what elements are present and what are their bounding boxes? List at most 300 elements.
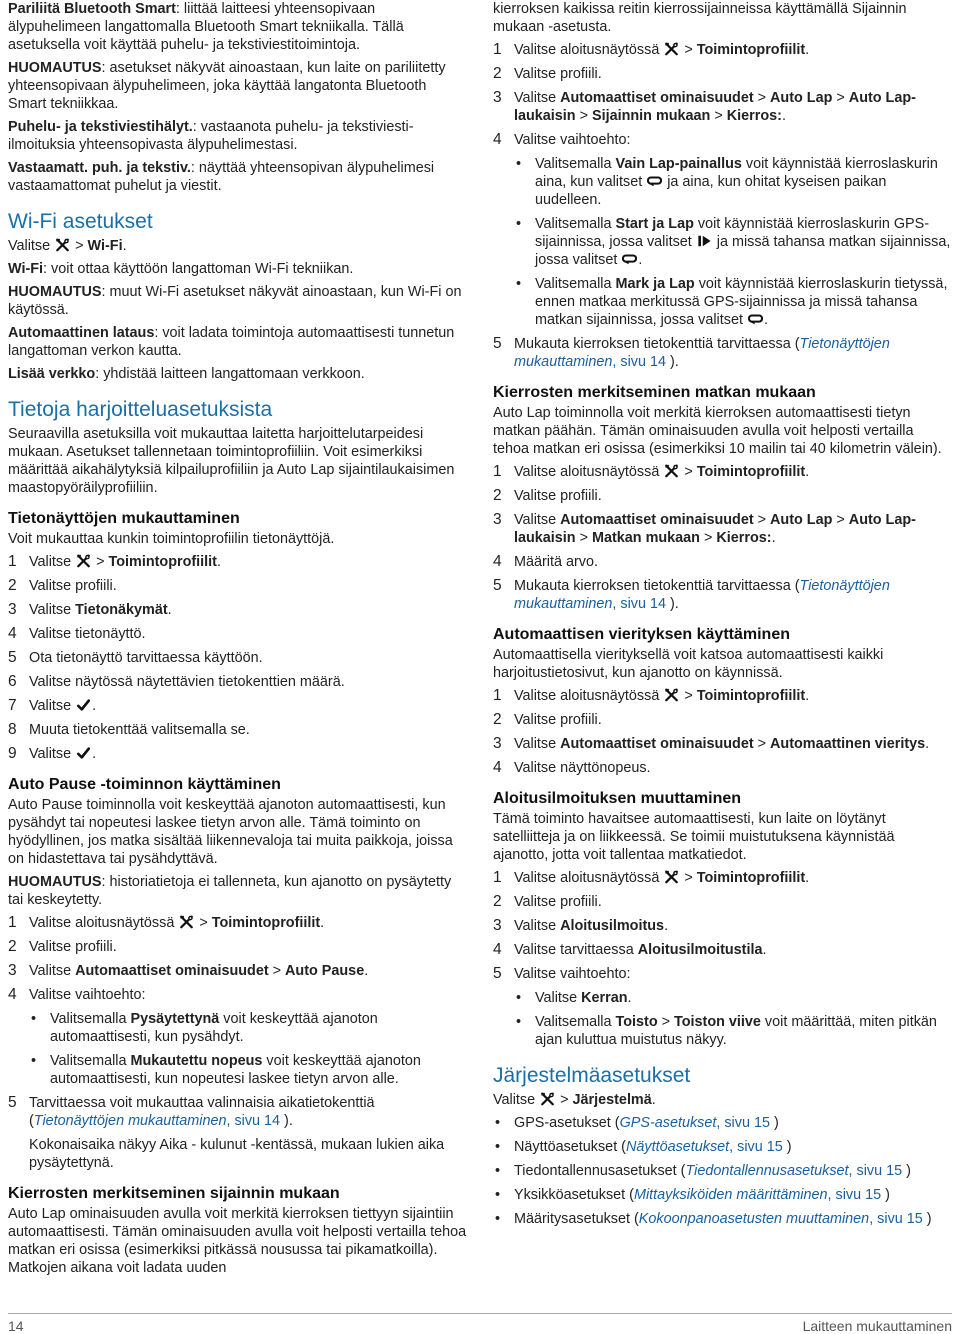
step bbox=[493, 735, 953, 753]
text: : asetukset näkyvät ainoastaan, kun laite on pariliitetty yhteensopivaan älypuhelimeen, joka käyttää langatonta Bluetooth Smart tekniikkaa. bbox=[8, 60, 446, 112]
text: Tiedontallennusasetukset ( bbox=[514, 1163, 686, 1179]
step bbox=[8, 601, 468, 619]
page-reference-link[interactable]: , sivu 15 bbox=[869, 1211, 923, 1227]
text: ) bbox=[922, 1211, 932, 1227]
menu-term: Matkan mukaan bbox=[592, 530, 700, 546]
text: : vastaanota puhelu- ja tekstiviesti-ilmoituksia yhteensopivasta älypuhelimestasi. bbox=[8, 119, 414, 153]
text: ) bbox=[782, 1139, 792, 1155]
step-number: 4 bbox=[8, 986, 17, 1003]
text: Valitse profiili. bbox=[514, 712, 602, 728]
text: > bbox=[96, 554, 109, 570]
list-item bbox=[493, 1210, 953, 1228]
text: voit käynnistää kierroslaskurin GPS-sijainnissa, jossa valitset bbox=[535, 216, 930, 250]
menu-term: Toimintoprofiilit bbox=[696, 464, 806, 480]
paragraph: Voit mukauttaa kunkin toimintoprofiilin tietonäyttöjä. bbox=[8, 531, 335, 547]
page-reference-link[interactable]: , sivu 14 bbox=[612, 354, 666, 370]
steps-list bbox=[8, 914, 468, 1172]
text: Määritysasetukset ( bbox=[514, 1211, 639, 1227]
list-item bbox=[514, 215, 953, 269]
page-number: 14 bbox=[8, 1318, 24, 1334]
steps-list bbox=[493, 869, 953, 1049]
text: Valitse bbox=[514, 512, 561, 528]
paragraph: Seuraavilla asetuksilla voit mukauttaa laitetta harjoittelutarpeidesi mukaan. Asetukset tallennetaan toimintoprofiiliin. Voit esimerkiksi määrittää aikahälytyksiä kilpailuprofiiliin ja Auto Lap sijaintilaukaisimen maastopyöräilyprofiiliin. bbox=[8, 426, 455, 496]
menu-term: Wi-Fi bbox=[87, 238, 123, 254]
text: Mukauta kierroksen tietokenttiä tarvittaessa ( bbox=[514, 578, 800, 594]
step bbox=[493, 917, 953, 935]
text: ja missä tahansa matkan sijainnissa, jossa valitset bbox=[535, 234, 951, 268]
cross-reference-link[interactable]: Tiedontallennusasetukset bbox=[685, 1163, 849, 1179]
step-number: 3 bbox=[493, 511, 502, 528]
text: > bbox=[75, 238, 88, 254]
text: Valitse vaihtoehto: bbox=[514, 132, 631, 148]
text: Valitsemalla bbox=[535, 1014, 616, 1030]
wrench-screwdriver-icon bbox=[664, 688, 679, 702]
left-column bbox=[8, 0, 468, 1277]
play-icon bbox=[697, 234, 712, 248]
text: > bbox=[832, 90, 849, 106]
paragraph: Auto Lap ominaisuuden avulla voit merkitä kierroksen tiettyyn sijaintiin automaattisesti. Tämän ominaisuuden avulla voit helposti vertailla tehoa matkan eri osissa (esimerkiksi pitkässä nousussa tai pikamatkoilla). Matkojen aikana voit ladata uuden bbox=[8, 1206, 467, 1276]
menu-term: Automaattiset ominaisuudet bbox=[560, 90, 754, 106]
step bbox=[493, 131, 953, 329]
lap-loop-icon bbox=[748, 312, 763, 326]
subsection-heading-lap-distance: Kierrosten merkitseminen matkan mukaan bbox=[493, 384, 816, 401]
text: . bbox=[805, 688, 810, 704]
step bbox=[493, 577, 953, 613]
step-number: 2 bbox=[493, 487, 502, 504]
step bbox=[493, 687, 953, 705]
wrench-screwdriver-icon bbox=[540, 1092, 555, 1106]
text: . bbox=[805, 870, 810, 886]
text: > bbox=[753, 736, 771, 752]
text: Valitse bbox=[535, 990, 582, 1006]
text: > bbox=[699, 530, 717, 546]
step-number: 1 bbox=[493, 41, 502, 58]
wifi-select-path bbox=[8, 237, 468, 255]
text: Näyttöasetukset ( bbox=[514, 1139, 626, 1155]
text: Tarvittaessa voit mukauttaa valinnaisia aikatietokenttiä ( bbox=[29, 1095, 375, 1129]
paragraph bbox=[8, 365, 468, 383]
term: Automaattinen lataus bbox=[8, 325, 155, 341]
text: Ota tietonäyttö tarvittaessa käyttöön. bbox=[29, 650, 263, 666]
text: Valitse aloitusnäytössä bbox=[514, 688, 660, 704]
text: . bbox=[627, 990, 632, 1006]
text: . bbox=[664, 918, 669, 934]
text: Valitsemalla bbox=[535, 216, 616, 232]
paragraph bbox=[8, 260, 468, 278]
menu-term: Start ja Lap bbox=[615, 216, 694, 232]
text: . bbox=[925, 736, 930, 752]
menu-term: Järjestelmä bbox=[572, 1092, 652, 1108]
menu-term: Toimintoprofiilit bbox=[211, 915, 321, 931]
text: : voit ottaa käyttöön langattoman Wi-Fi tekniikan. bbox=[43, 261, 354, 277]
menu-term: Automaattiset ominaisuudet bbox=[560, 736, 754, 752]
text: ). bbox=[665, 596, 679, 612]
list-item bbox=[514, 989, 953, 1007]
step bbox=[493, 941, 953, 959]
menu-term: Toimintoprofiilit bbox=[108, 554, 217, 570]
wrench-screwdriver-icon bbox=[55, 238, 70, 252]
note bbox=[8, 283, 468, 319]
step-number: 1 bbox=[493, 869, 502, 886]
cross-reference-link[interactable]: Mittayksiköiden määrittäminen bbox=[633, 1187, 828, 1203]
text: Valitse profiili. bbox=[514, 66, 602, 82]
text: Valitse näyttönopeus. bbox=[514, 760, 651, 776]
step-number: 8 bbox=[8, 721, 17, 738]
lap-loop-icon bbox=[622, 252, 637, 266]
text: . bbox=[805, 464, 810, 480]
cross-reference-link[interactable]: GPS-asetukset bbox=[619, 1115, 717, 1131]
text: Valitse bbox=[514, 90, 561, 106]
text: voit käynnistää kierroslaskurin aina, kun valitset bbox=[535, 156, 938, 190]
options-list bbox=[514, 155, 953, 329]
step-number: 6 bbox=[8, 673, 17, 690]
step-number: 2 bbox=[493, 893, 502, 910]
text: Valitse vaihtoehto: bbox=[514, 966, 631, 982]
step bbox=[493, 553, 953, 571]
text: Valitse profiili. bbox=[29, 939, 117, 955]
text: > bbox=[575, 108, 592, 124]
step bbox=[493, 487, 953, 505]
step-number: 3 bbox=[493, 735, 502, 752]
text: voit määrittää, miten pitkän ajan kuluttua muistutus näkyy. bbox=[535, 1014, 937, 1048]
term: Puhelu- ja tekstiviestihälyt. bbox=[8, 119, 193, 135]
section-heading-system: Järjestelmäasetukset bbox=[493, 1064, 691, 1087]
text: . bbox=[762, 942, 767, 958]
step bbox=[8, 625, 468, 643]
text: > bbox=[832, 512, 849, 528]
text: Valitse vaihtoehto: bbox=[29, 987, 146, 1003]
page-reference-link[interactable]: , sivu 15 bbox=[716, 1115, 770, 1131]
wrench-screwdriver-icon bbox=[179, 915, 194, 929]
text: Valitse tarvittaessa bbox=[514, 942, 638, 958]
list-item bbox=[493, 1114, 953, 1132]
right-column bbox=[493, 0, 953, 1234]
section-heading-training: Tietoja harjoitteluasetuksista bbox=[8, 398, 273, 421]
list-item bbox=[514, 275, 953, 329]
subsection-heading-auto-scroll: Automaattisen vierityksen käyttäminen bbox=[493, 626, 790, 643]
page-reference-link[interactable]: , sivu 15 bbox=[848, 1163, 903, 1179]
step bbox=[493, 869, 953, 887]
step bbox=[493, 965, 953, 1049]
text: > bbox=[199, 915, 212, 931]
cross-reference-link[interactable]: Kokoonpanoasetusten muuttaminen bbox=[638, 1211, 870, 1227]
menu-term: Auto Lap bbox=[770, 90, 833, 106]
list-item bbox=[493, 1138, 953, 1156]
step bbox=[8, 577, 468, 595]
text: > bbox=[575, 530, 592, 546]
text: : liittää laitteesi yhteensopivaan älypuhelimeen langattomalla Bluetooth Smart tekniikalla. Tällä asetuksella voit käyttää puhelu- ja tekstiviestitoimintoja. bbox=[8, 1, 404, 53]
menu-term: Auto Lap-laukaisin bbox=[514, 90, 916, 124]
text: Valitse bbox=[514, 736, 561, 752]
text: > bbox=[268, 963, 286, 979]
step-number: 1 bbox=[493, 463, 502, 480]
text: ). bbox=[665, 354, 679, 370]
menu-term: Kierros: bbox=[726, 108, 782, 124]
note-label: HUOMAUTUS bbox=[8, 874, 102, 890]
text: Valitse bbox=[493, 1092, 536, 1108]
footer-divider bbox=[8, 1313, 952, 1314]
menu-term: Aloitusilmoitustila bbox=[637, 942, 763, 958]
menu-term: Auto Pause bbox=[285, 963, 365, 979]
text: > bbox=[560, 1092, 573, 1108]
text: . bbox=[651, 1092, 656, 1108]
text: > bbox=[753, 90, 771, 106]
step bbox=[8, 962, 468, 980]
step bbox=[493, 41, 953, 59]
text: Valitse bbox=[29, 963, 76, 979]
step bbox=[493, 89, 953, 125]
text: Valitsemalla bbox=[50, 1053, 131, 1069]
cross-reference-link[interactable]: Näyttöasetukset bbox=[625, 1139, 730, 1155]
step bbox=[493, 759, 953, 777]
menu-term: Toimintoprofiilit bbox=[696, 688, 806, 704]
list-item bbox=[514, 1013, 953, 1049]
wrench-screwdriver-icon bbox=[76, 554, 91, 568]
options-list bbox=[514, 989, 953, 1049]
step bbox=[8, 649, 468, 667]
text: Valitse profiili. bbox=[29, 578, 117, 594]
step-note: Kokonaisaika näkyy Aika - kulunut -kentässä, mukaan lukien aika pysäytettynä. bbox=[29, 1137, 445, 1171]
menu-term: Toimintoprofiilit bbox=[696, 42, 806, 58]
note-label: HUOMAUTUS bbox=[8, 284, 102, 300]
menu-term: Toisto bbox=[615, 1014, 658, 1030]
step bbox=[8, 938, 468, 956]
step-number: 2 bbox=[8, 577, 17, 594]
step-number: 5 bbox=[8, 1094, 17, 1111]
menu-term: Vain Lap-painallus bbox=[615, 156, 742, 172]
wrench-screwdriver-icon bbox=[664, 42, 679, 56]
page-reference-link[interactable]: , sivu 15 bbox=[729, 1139, 783, 1155]
steps-list bbox=[493, 687, 953, 777]
list-item bbox=[493, 1162, 953, 1180]
page-reference-link[interactable]: , sivu 15 bbox=[827, 1187, 882, 1203]
text: GPS-asetukset ( bbox=[514, 1115, 620, 1131]
text: voit käynnistää kierroslaskurin tietyssä, ennen matkaa merkitussä GPS-sijainnissa ja missä tahansa matkan sijainnissa, jossa valitset bbox=[535, 276, 948, 328]
step-number: 2 bbox=[493, 711, 502, 728]
text: . bbox=[167, 602, 172, 618]
text: . bbox=[763, 312, 768, 328]
text: : voit ladata toimintoja automaattisesti tunnetun langattoman verkon kautta. bbox=[8, 325, 455, 359]
paragraph bbox=[8, 324, 468, 360]
text: . bbox=[781, 108, 786, 124]
step-number: 3 bbox=[493, 917, 502, 934]
text: Valitse bbox=[29, 554, 72, 570]
text: Valitse bbox=[514, 918, 561, 934]
paragraph: Auto Pause toiminnolla voit keskeyttää ajanoton automaattisesti, kun pysähdyt tai nopeutesi laskee tietyn arvon alle. Tämä toiminto on hyödyllinen, jos matka sisältää liikennevaloja tai muita paikkoja, joissa on hidastettava tai pysähdyttävä. bbox=[8, 797, 453, 867]
text: ). bbox=[280, 1113, 293, 1129]
menu-term: Tietonäkymät bbox=[75, 602, 168, 618]
text: : yhdistää laitteen langattomaan verkkoon. bbox=[95, 366, 365, 382]
subsection-heading-auto-pause: Auto Pause -toiminnon käyttäminen bbox=[8, 776, 281, 793]
menu-term: Pysäytettynä bbox=[130, 1011, 220, 1027]
list-item bbox=[29, 1010, 468, 1046]
text: Yksikköasetukset ( bbox=[514, 1187, 634, 1203]
menu-term: Automaattiset ominaisuudet bbox=[560, 512, 754, 528]
step-number: 2 bbox=[493, 65, 502, 82]
step-number: 4 bbox=[493, 553, 502, 570]
steps-list bbox=[493, 463, 953, 613]
text: . bbox=[320, 915, 325, 931]
text: Valitsemalla bbox=[50, 1011, 131, 1027]
step-number: 5 bbox=[8, 649, 17, 666]
steps-list bbox=[493, 41, 953, 371]
menu-term: Auto Lap bbox=[770, 512, 833, 528]
step bbox=[8, 986, 468, 1088]
menu-term: Mukautettu nopeus bbox=[130, 1053, 263, 1069]
menu-term: Automaattiset ominaisuudet bbox=[75, 963, 269, 979]
step-number: 9 bbox=[8, 745, 17, 762]
text: Valitse aloitusnäytössä bbox=[514, 464, 660, 480]
step-number: 5 bbox=[493, 577, 502, 594]
text: voit keskeyttää ajanoton automaattisesti, kun pysähdyt. bbox=[50, 1011, 378, 1045]
page-reference-link[interactable]: , sivu 14 bbox=[226, 1113, 281, 1129]
step bbox=[8, 745, 468, 763]
text: Valitsemalla bbox=[535, 156, 616, 172]
paragraph: kierroksen kaikissa reitin kierrossijainneissa käyttämällä Sijainnin mukaan -asetusta. bbox=[493, 1, 907, 35]
steps-list bbox=[8, 553, 468, 763]
text: Valitse näytössä näytettävien tietokenttien määrä. bbox=[29, 674, 345, 690]
text: Määritä arvo. bbox=[514, 554, 598, 570]
menu-term: Mark ja Lap bbox=[615, 276, 695, 292]
step-number: 1 bbox=[8, 914, 17, 931]
footer-chapter-title: Laitteen mukauttaminen bbox=[802, 1318, 952, 1334]
text: > bbox=[684, 42, 697, 58]
text: > bbox=[684, 870, 697, 886]
menu-term: Auto Lap-laukaisin bbox=[514, 512, 916, 546]
checkmark-icon bbox=[76, 698, 91, 712]
menu-term: Aloitusilmoitus bbox=[560, 918, 665, 934]
subsection-heading-screens: Tietonäyttöjen mukauttaminen bbox=[8, 510, 240, 527]
system-select-path bbox=[493, 1091, 953, 1109]
term: Pariliitä Bluetooth Smart bbox=[8, 1, 176, 17]
text: > bbox=[657, 1014, 675, 1030]
step-number: 1 bbox=[493, 687, 502, 704]
text: > bbox=[684, 464, 697, 480]
cross-reference-link[interactable]: Tietonäyttöjen mukauttaminen bbox=[33, 1113, 227, 1129]
step-number: 3 bbox=[493, 89, 502, 106]
checkmark-icon bbox=[76, 746, 91, 760]
text: Valitse profiili. bbox=[514, 894, 602, 910]
text: . bbox=[92, 746, 97, 762]
step bbox=[8, 553, 468, 571]
step-number: 4 bbox=[493, 941, 502, 958]
term: Lisää verkko bbox=[8, 366, 96, 382]
text: Valitsemalla bbox=[535, 276, 616, 292]
subsection-heading-lap-position: Kierrosten merkitseminen sijainnin mukaan bbox=[8, 1185, 340, 1202]
text: ) bbox=[902, 1163, 911, 1179]
text: > bbox=[753, 512, 771, 528]
menu-term: Kierros: bbox=[716, 530, 772, 546]
text: . bbox=[638, 252, 643, 268]
term: Wi-Fi bbox=[8, 261, 44, 277]
text: : näyttää yhteensopivan älypuhelimesi vastaamattomat puhelut ja viestit. bbox=[8, 160, 435, 194]
text: voit keskeyttää ajanoton automaattisesti, kun nopeutesi laskee tietyn arvon alle. bbox=[50, 1053, 421, 1087]
text: Valitse aloitusnäytössä bbox=[29, 915, 175, 931]
list-item bbox=[493, 1186, 953, 1204]
wrench-screwdriver-icon bbox=[664, 870, 679, 884]
text: . bbox=[364, 963, 369, 979]
text: : muut Wi-Fi asetukset näkyvät ainoastaan, kun Wi-Fi on käytössä. bbox=[8, 284, 462, 318]
paragraph: Auto Lap toiminnolla voit merkitä kierroksen automaattisesti tietyn matkan päähän. Tämän ominaisuuden avulla voit helposti vertailla tehoa matkan eri osissa (esimerkiksi 10 mailin tai 40 kilometrin välein). bbox=[493, 405, 942, 457]
text: . bbox=[92, 698, 97, 714]
note-label: HUOMAUTUS bbox=[8, 60, 102, 76]
page-reference-link[interactable]: , sivu 14 bbox=[612, 596, 666, 612]
text: : historiatietoja ei tallenneta, kun ajanotto on pysäytetty tai keskeytetty. bbox=[8, 874, 452, 908]
text: . bbox=[216, 554, 221, 570]
text: ) bbox=[881, 1187, 890, 1203]
text: Valitse profiili. bbox=[514, 488, 602, 504]
step bbox=[493, 711, 953, 729]
section-heading-wifi: Wi-Fi asetukset bbox=[8, 210, 153, 233]
step bbox=[8, 914, 468, 932]
list-item bbox=[29, 1052, 468, 1088]
step-number: 4 bbox=[8, 625, 17, 642]
text: Valitse bbox=[8, 238, 51, 254]
step bbox=[493, 65, 953, 83]
text: > bbox=[684, 688, 697, 704]
note bbox=[8, 873, 468, 909]
step bbox=[8, 721, 468, 739]
step bbox=[8, 673, 468, 691]
text: ) bbox=[769, 1115, 779, 1131]
step bbox=[493, 463, 953, 481]
paragraph: Tämä toiminto havaitsee automaattisesti, kun laite on löytänyt satelliitteja ja on liikkeessä. Se toimii muistutuksena käynnistää ajanotto, jotta voit tallentaa matkatiedot. bbox=[493, 811, 895, 863]
menu-term: Automaattinen vieritys bbox=[770, 736, 926, 752]
step-number: 4 bbox=[493, 759, 502, 776]
text: Valitse bbox=[29, 746, 72, 762]
step-number: 2 bbox=[8, 938, 17, 955]
paragraph bbox=[8, 0, 468, 54]
step-number: 5 bbox=[493, 965, 502, 982]
step bbox=[8, 1094, 468, 1172]
paragraph bbox=[8, 118, 468, 154]
menu-term: Toimintoprofiilit bbox=[696, 870, 806, 886]
step-number: 4 bbox=[493, 131, 502, 148]
text: > bbox=[710, 108, 727, 124]
options-list bbox=[29, 1010, 468, 1088]
paragraph: Automaattisella vierityksellä voit katsoa automaattisesti kaikki harjoitustietosivut, kun ajanotto on käynnissä. bbox=[493, 647, 884, 681]
text: Valitse tietonäyttö. bbox=[29, 626, 146, 642]
step bbox=[493, 335, 953, 371]
note bbox=[8, 59, 468, 113]
step-number: 3 bbox=[8, 601, 17, 618]
text: . bbox=[805, 42, 810, 58]
step bbox=[8, 697, 468, 715]
text: Mukauta kierroksen tietokenttiä tarvittaessa ( bbox=[514, 336, 800, 352]
text: Muuta tietokenttää valitsemalla se. bbox=[29, 722, 250, 738]
step-number: 3 bbox=[8, 962, 17, 979]
subsection-heading-start-notice: Aloitusilmoituksen muuttaminen bbox=[493, 790, 742, 807]
cross-reference-link[interactable]: Tietonäyttöjen mukauttaminen bbox=[514, 336, 890, 370]
menu-term: Kerran bbox=[581, 990, 628, 1006]
text: Valitse aloitusnäytössä bbox=[514, 42, 660, 58]
paragraph bbox=[8, 159, 468, 195]
step-number: 1 bbox=[8, 553, 17, 570]
menu-term: Toiston viive bbox=[674, 1014, 761, 1030]
step bbox=[493, 511, 953, 547]
cross-reference-link[interactable]: Tietonäyttöjen mukauttaminen bbox=[514, 578, 890, 612]
menu-term: Sijainnin mukaan bbox=[592, 108, 711, 124]
lap-loop-icon bbox=[647, 174, 662, 188]
text: ja aina, kun ohitat kyseisen paikan uudelleen. bbox=[535, 174, 887, 208]
system-settings-list bbox=[493, 1114, 953, 1228]
step-number: 5 bbox=[493, 335, 502, 352]
step bbox=[493, 893, 953, 911]
text: Valitse bbox=[29, 698, 72, 714]
text: Valitse bbox=[29, 602, 76, 618]
text: . bbox=[771, 530, 776, 546]
term: Vastaamatt. puh. ja tekstiv. bbox=[8, 160, 191, 176]
